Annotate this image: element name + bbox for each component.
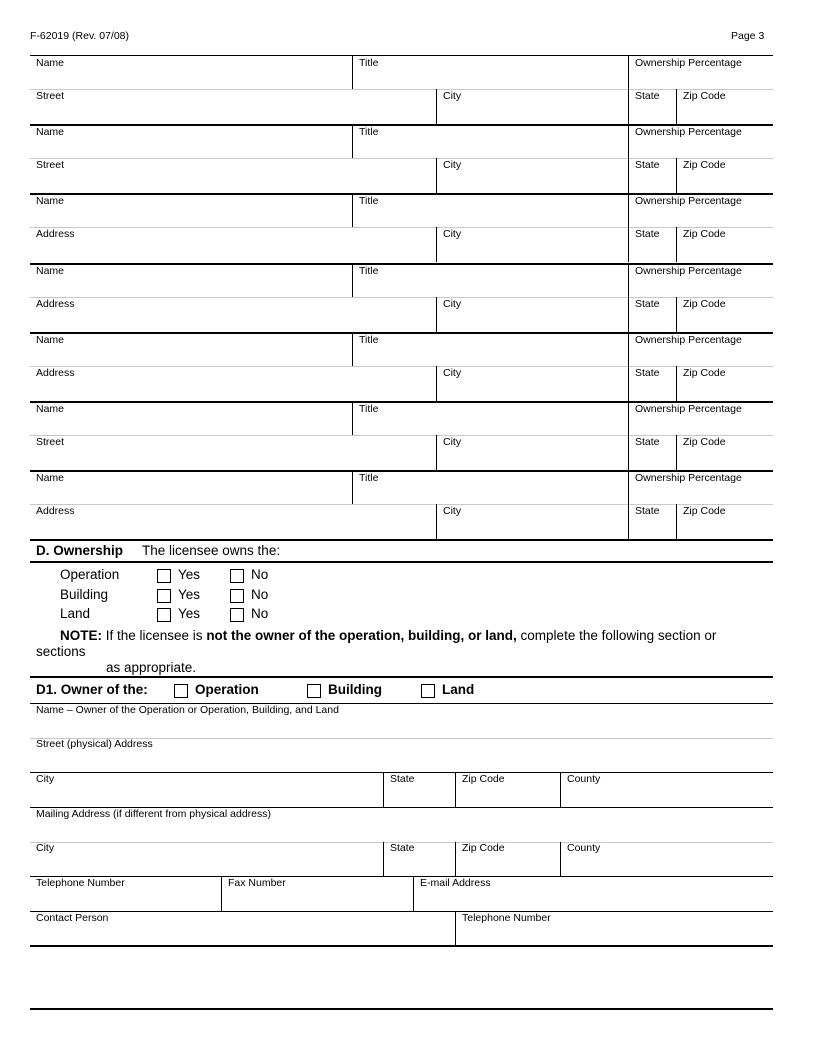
- mailing-address-field[interactable]: [30, 821, 773, 841]
- divider: [628, 193, 629, 227]
- owner-2-ownership-percentage-field[interactable]: [629, 139, 773, 157]
- owner-2-address-label: Street: [36, 159, 65, 171]
- divider: [436, 158, 437, 193]
- row-rule: [30, 366, 773, 367]
- mailing-zip-code-field[interactable]: [456, 856, 559, 876]
- divider: [628, 504, 629, 539]
- divider: [628, 124, 629, 158]
- operation-no-checkbox[interactable]: [230, 569, 244, 583]
- owner-6-ownership-percentage-field[interactable]: [629, 416, 773, 434]
- owner-1-zip-code-label: Zip Code: [683, 90, 726, 102]
- divider: [628, 263, 629, 297]
- owner-2-title-label: Title: [359, 126, 379, 138]
- owner-block-rule: [30, 55, 773, 56]
- owner-3-title-field[interactable]: [353, 208, 628, 226]
- state-field[interactable]: [384, 786, 454, 806]
- owner-6-zip-code-field[interactable]: [677, 449, 773, 467]
- operation-yes-checkbox[interactable]: [157, 569, 171, 583]
- operation-checkbox[interactable]: [174, 684, 188, 698]
- divider: [628, 332, 629, 366]
- owner-4-ownership-percentage-field[interactable]: [629, 278, 773, 296]
- divider: [352, 401, 353, 435]
- county-label: County: [567, 773, 601, 785]
- divider: [676, 227, 677, 262]
- owner-2-city-field[interactable]: [437, 172, 628, 190]
- divider: [676, 158, 677, 193]
- owner-5-address-field[interactable]: [30, 380, 436, 398]
- operation-yes-label: Yes: [178, 567, 201, 582]
- owner-7-zip-code-label: Zip Code: [683, 505, 726, 517]
- divider: [628, 227, 629, 262]
- owner-3-zip-code-field[interactable]: [677, 241, 773, 259]
- owner-6-name-field[interactable]: [30, 416, 352, 434]
- section-d-rule: [30, 561, 773, 563]
- contact-telephone-label: Telephone Number: [462, 912, 551, 924]
- owner-2-ownership-percentage-label: Ownership Percentage: [635, 126, 742, 138]
- building-option-label: Building: [328, 682, 382, 697]
- owner-7-ownership-percentage-field[interactable]: [629, 485, 773, 503]
- owner-2-title-field[interactable]: [353, 139, 628, 157]
- owner-4-zip-code-field[interactable]: [677, 311, 773, 329]
- divider: [676, 366, 677, 401]
- owner-6-state-label: State: [635, 436, 660, 448]
- owner-4-title-field[interactable]: [353, 278, 628, 296]
- building-yes-label: Yes: [178, 586, 201, 602]
- mailing-state-label: State: [390, 842, 415, 854]
- land-checkbox[interactable]: [421, 684, 435, 698]
- owner-1-name-label: Name: [36, 57, 65, 69]
- divider: [436, 366, 437, 401]
- building-yes-checkbox[interactable]: [157, 589, 171, 603]
- mailing-state-field[interactable]: [384, 856, 454, 876]
- owner-name-label: Name – Owner of the Operation or Operation, Building, and Land: [36, 704, 339, 716]
- owner-1-name-field[interactable]: [30, 70, 352, 88]
- owner-4-state-label: State: [635, 298, 660, 310]
- contact-telephone-field[interactable]: [456, 925, 773, 945]
- owner-5-address-label: Address: [36, 367, 75, 379]
- land-no-checkbox[interactable]: [230, 608, 244, 622]
- owner-4-state-field[interactable]: [629, 311, 676, 329]
- owner-7-zip-code-field[interactable]: [677, 518, 773, 536]
- note-text-1: If the licensee is: [102, 628, 207, 643]
- owner-4-address-field[interactable]: [30, 311, 436, 329]
- note-bold: not the owner of the operation, building, or land,: [206, 628, 517, 643]
- state-label: State: [390, 773, 415, 785]
- owner-2-name-field[interactable]: [30, 139, 352, 157]
- owner-7-state-field[interactable]: [629, 518, 676, 536]
- zip-code-field[interactable]: [456, 786, 559, 806]
- mailing-zip-code-label: Zip Code: [462, 842, 505, 854]
- fax-label: Fax Number: [228, 877, 286, 889]
- rule: [30, 876, 773, 877]
- divider: [628, 297, 629, 332]
- fax-field[interactable]: [222, 890, 412, 910]
- divider: [352, 55, 353, 89]
- owner-3-address-field[interactable]: [30, 241, 436, 259]
- zip-code-label: Zip Code: [462, 773, 505, 785]
- owner-6-city-field[interactable]: [437, 449, 628, 467]
- contact-person-label: Contact Person: [36, 912, 109, 924]
- owner-3-title-label: Title: [359, 195, 379, 207]
- owner-2-zip-code-field[interactable]: [677, 172, 773, 190]
- owner-5-title-field[interactable]: [353, 347, 628, 365]
- owner-5-title-label: Title: [359, 334, 379, 346]
- owner-2-address-field[interactable]: [30, 172, 436, 190]
- row-rule: [30, 158, 773, 159]
- note-prefix: NOTE:: [60, 628, 102, 643]
- mailing-address-label: Mailing Address (if different from physical address): [36, 808, 271, 820]
- street-address-label: Street (physical) Address: [36, 738, 153, 750]
- divider: [352, 193, 353, 227]
- owner-1-city-field[interactable]: [437, 103, 628, 121]
- mailing-city-label: City: [36, 842, 55, 854]
- owner-2-name-label: Name: [36, 126, 65, 138]
- divider: [676, 297, 677, 332]
- owner-6-title-field[interactable]: [353, 416, 628, 434]
- city-field[interactable]: [30, 786, 382, 806]
- city-label: City: [36, 773, 55, 785]
- owner-3-ownership-percentage-label: Ownership Percentage: [635, 195, 742, 207]
- divider: [628, 366, 629, 401]
- owner-6-zip-code-label: Zip Code: [683, 436, 726, 448]
- owner-2-zip-code-label: Zip Code: [683, 159, 726, 171]
- divider: [628, 401, 629, 435]
- email-field[interactable]: [414, 890, 773, 910]
- mailing-county-label: County: [567, 842, 601, 854]
- divider: [436, 227, 437, 262]
- telephone-field[interactable]: [30, 890, 220, 910]
- building-no-checkbox[interactable]: [230, 589, 244, 603]
- divider: [676, 435, 677, 470]
- ownership-note: [60, 628, 716, 643]
- divider: [352, 332, 353, 366]
- owner-1-title-label: Title: [359, 57, 379, 69]
- owner-7-ownership-percentage-label: Ownership Percentage: [635, 472, 742, 484]
- owner-6-title-label: Title: [359, 403, 379, 415]
- owner-1-title-field[interactable]: [353, 70, 628, 88]
- owner-7-title-label: Title: [359, 472, 379, 484]
- divider: [352, 124, 353, 158]
- owner-1-zip-code-field[interactable]: [677, 103, 773, 121]
- owner-5-state-field[interactable]: [629, 380, 676, 398]
- owner-7-address-label: Address: [36, 505, 75, 517]
- row-rule: [30, 435, 773, 436]
- owner-5-city-label: City: [443, 367, 462, 379]
- note-line-3: as appropriate.: [106, 660, 197, 675]
- owner-1-ownership-percentage-field[interactable]: [629, 70, 773, 88]
- divider: [628, 435, 629, 470]
- row-rule: [30, 504, 773, 505]
- land-label: Land: [60, 606, 91, 621]
- page-footer-rule: [30, 1008, 773, 1010]
- owner-1-state-field[interactable]: [629, 103, 676, 121]
- owner-2-city-label: City: [443, 159, 462, 171]
- owner-6-city-label: City: [443, 436, 462, 448]
- divider: [352, 470, 353, 504]
- divider: [628, 470, 629, 504]
- operation-label: Operation: [60, 567, 120, 582]
- note-text-2: complete the following section or: [516, 628, 717, 643]
- owner-1-state-label: State: [635, 90, 660, 102]
- telephone-label: Telephone Number: [36, 877, 125, 889]
- county-field[interactable]: [561, 786, 773, 806]
- note-line-2: sections: [36, 644, 86, 659]
- owner-3-ownership-percentage-field[interactable]: [629, 208, 773, 226]
- owner-5-city-field[interactable]: [437, 380, 628, 398]
- owner-6-state-field[interactable]: [629, 449, 676, 467]
- owner-3-city-field[interactable]: [437, 241, 628, 259]
- owner-name-field[interactable]: [30, 717, 773, 737]
- owner-4-address-label: Address: [36, 298, 75, 310]
- owner-5-zip-code-label: Zip Code: [683, 367, 726, 379]
- page-number: Page 3: [731, 30, 765, 42]
- divider: [628, 158, 629, 193]
- street-address-field[interactable]: [30, 752, 773, 772]
- divider: [676, 89, 677, 124]
- owner-1-city-label: City: [443, 90, 462, 102]
- rule: [30, 911, 773, 912]
- owner-3-city-label: City: [443, 228, 462, 240]
- email-label: E-mail Address: [420, 877, 491, 889]
- row-rule: [30, 297, 773, 298]
- section-d-top-rule: [30, 539, 773, 541]
- land-yes-checkbox[interactable]: [157, 608, 171, 622]
- owner-7-city-label: City: [443, 505, 462, 517]
- owner-6-address-label: Street: [36, 436, 65, 448]
- land-no-label: No: [251, 606, 269, 621]
- owner-2-state-label: State: [635, 159, 660, 171]
- section-d-subtitle: The licensee owns the:: [142, 543, 281, 558]
- divider: [628, 89, 629, 124]
- owner-4-name-field[interactable]: [30, 278, 352, 296]
- land-option-label: Land: [442, 682, 475, 697]
- land-yes-label: Yes: [178, 606, 201, 621]
- owner-7-title-field[interactable]: [353, 485, 628, 503]
- divider: [436, 89, 437, 124]
- owner-6-ownership-percentage-label: Ownership Percentage: [635, 403, 742, 415]
- divider: [352, 263, 353, 297]
- owner-3-name-field[interactable]: [30, 208, 352, 226]
- owner-3-zip-code-label: Zip Code: [683, 228, 726, 240]
- owner-7-state-label: State: [635, 505, 660, 517]
- owner-5-ownership-percentage-field[interactable]: [629, 347, 773, 365]
- owner-4-name-label: Name: [36, 265, 65, 277]
- owner-7-name-field[interactable]: [30, 485, 352, 503]
- building-no-label: No: [251, 586, 269, 602]
- operation-option-label: Operation: [195, 682, 259, 697]
- owner-6-name-label: Name: [36, 403, 65, 415]
- owner-5-state-label: State: [635, 367, 660, 379]
- owner-4-city-field[interactable]: [437, 311, 628, 329]
- owner-5-name-field[interactable]: [30, 347, 352, 365]
- building-checkbox[interactable]: [307, 684, 321, 698]
- row-rule: [30, 89, 773, 90]
- row-rule: [30, 227, 773, 228]
- owner-5-ownership-percentage-label: Ownership Percentage: [635, 334, 742, 346]
- divider: [628, 55, 629, 89]
- owner-4-ownership-percentage-label: Ownership Percentage: [635, 265, 742, 277]
- mailing-city-field[interactable]: [30, 856, 382, 876]
- divider: [436, 435, 437, 470]
- owner-5-name-label: Name: [36, 334, 65, 346]
- owner-7-address-field[interactable]: [30, 518, 436, 536]
- owner-4-title-label: Title: [359, 265, 379, 277]
- section-d1-title: D1. Owner of the:: [36, 682, 148, 697]
- owner-6-address-field[interactable]: [30, 449, 436, 467]
- owner-3-address-label: Address: [36, 228, 75, 240]
- section-d1-top-rule: [30, 676, 773, 678]
- owner-5-zip-code-field[interactable]: [677, 380, 773, 398]
- owner-4-city-label: City: [443, 298, 462, 310]
- owner-3-state-label: State: [635, 228, 660, 240]
- contact-person-field[interactable]: [30, 925, 454, 945]
- section-d-title: D. Ownership: [36, 543, 124, 558]
- divider: [436, 504, 437, 539]
- building-label: Building: [60, 586, 109, 602]
- owner-2-state-field[interactable]: [629, 172, 676, 190]
- owner-3-state-field[interactable]: [629, 241, 676, 259]
- mailing-county-field[interactable]: [561, 856, 773, 876]
- owner-1-address-field[interactable]: [30, 103, 436, 121]
- section-d1-bottom-rule: [30, 945, 773, 947]
- owner-1-address-label: Street: [36, 90, 65, 102]
- owner-7-city-field[interactable]: [437, 518, 628, 536]
- divider: [436, 297, 437, 332]
- operation-no-label: No: [251, 567, 269, 582]
- owner-7-name-label: Name: [36, 472, 65, 484]
- owner-4-zip-code-label: Zip Code: [683, 298, 726, 310]
- form-id: F-62019 (Rev. 07/08): [30, 30, 130, 42]
- owner-3-name-label: Name: [36, 195, 65, 207]
- divider: [676, 504, 677, 539]
- owner-1-ownership-percentage-label: Ownership Percentage: [635, 57, 742, 69]
